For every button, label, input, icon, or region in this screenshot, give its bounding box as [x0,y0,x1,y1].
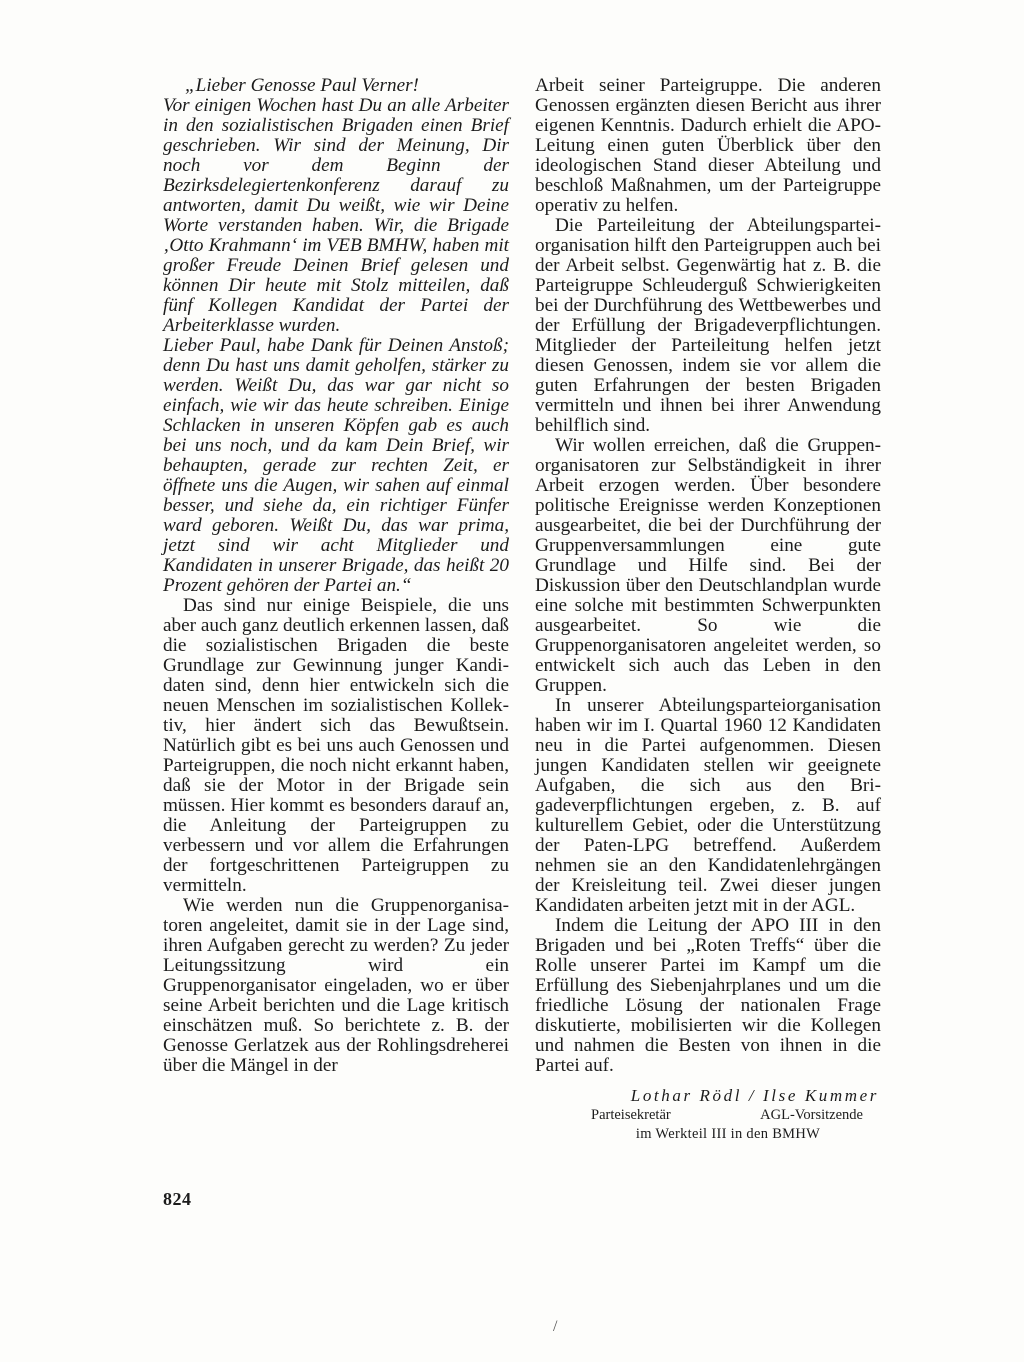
body-paragraph: Wie werden nun die Gruppenorganisatoren angeleitet, damit sie in der Lage sind, ihren Aufgaben gerecht zu werden? Zu jeder Leitungssitzung wird ein Gruppenorganisator eingeladen, wo er über seine Arbeit berichten und die Lage kritisch einschätzen muß. So berichtete z. B. der Genosse Gerlatzek aus der Rohlingsdreherei über die Mängel in der [163,895,509,1076]
signature-role: AGL-Vorsitzende [760,1107,863,1123]
body-paragraph: Das sind nur einige Beispiele, die uns aber auch ganz deutlich erkennen lassen, daß die sozialistischen Brigaden die beste Grundlage zur Gewinnung junger Kandidaten sind, denn hier entwickeln sich die neuen Menschen im sozialistischen Kollektiv, hier ändert sich das Bewußtsein. Natürlich gibt es bei uns auch Genossen und Parteigruppen, die noch nicht erkannt haben, daß sie der Motor in der Brigade sein müssen. Hier kommt es besonders darauf an, die Anleitung der Parteigruppen zu verbessern und vor allem die Erfahrungen der fortgeschrittenen Parteigruppen zu vermitteln. [163,595,509,896]
right-column [535,76,881,1144]
signature-location: im Werkteil III in den BMHW [635,1126,821,1142]
signature-role: Parteisekretär [591,1107,671,1123]
letter-paragraph: Vor einigen Wochen hast Du an alle Arbeiter in den sozialistischen Brigaden einen Brief geschrieben. Wir sind der Meinung, Dir noch vor dem Beginn der Bezirksdelegiertenkonferenz darauf zu antworten, damit Du weißt, wie wir Deine Worte verstanden haben. Wir, die Brigade ‚Otto Krahmann‘ im VEB BMHW, haben mit großer Freude Deinen Brief gelesen und können Dir heute mit Stolz mitteilen, daß fünf Kollegen Kandidat der Partei der Arbeiterklasse wurden. [163,95,509,336]
letter-greeting: „Lieber Genosse Paul Verner! [185,75,419,96]
signature-roles [535,1106,881,1125]
page-number: 824 [163,1189,192,1209]
signature-names: Lothar Rödl / Ilse Kummer [630,1086,879,1105]
scan-mark: / [553,1318,558,1335]
letter-paragraph: Lieber Paul, habe Dank für Deinen Anstoß; denn Du hast uns damit geholfen, stärker zu werden. Weißt Du, das war gar nicht so einfach, wie wir das heute schreiben. Einige Schlacken in unseren Köpfen gab es auch bei uns noch, und da kam Dein Brief, wir behaupten, gerade zur rechten Zeit, er öffnete uns die Augen, wir sahen auf einmal besser, und siehe da, ein richtiger Fünfer ward geboren. Weißt Du, das war prima, jetzt sind wir acht Mitglieder und Kandidaten in unserer Brigade, das heißt 20 Prozent gehören der Partei an.“ [163,335,509,596]
body-paragraph: Wir wollen erreichen, daß die Gruppenorganisatoren zur Selbständigkeit in ihrer Arbeit erzogen werden. Über besondere politische Ereignisse werden Konzeptionen ausgearbeitet, die bei der Durchführung der Gruppenversammlungen eine gute Grundlage und Hilfe sind. Bei der Diskussion über den Deutschlandplan wurde eine solche mit bestimmten Schwerpunkten ausgearbeitet. So wie die Gruppenorganisatoren angeleitet werden, so entwickelt sich auch das Leben in den Gruppen. [535,435,881,696]
body-paragraph: In unserer Abteilungsparteiorganisation haben wir im I. Quartal 1960 12 Kandidaten neu in die Partei aufgenommen. Diesen jungen Kandidaten stellen wir geeignete Aufgaben, die sich aus den Brigadeverpflichtungen ergeben, z. B. auf kulturellem Gebiet, oder die Unterstützung der Paten-LPG betreffend. Außerdem nehmen sie an den Kandidatenlehrgängen der Kreisleitung teil. Zwei dieser jungen Kandidaten arbeiten jetzt mit in der AGL. [535,695,881,916]
body-paragraph: Die Parteileitung der Abteilungsparteiorganisation hilft den Parteigruppen auch bei der Arbeit selbst. Gegenwärtig hat z. B. die Parteigruppe Schleuderguß Schwierigkeiten bei der Durchführung des Wettbewerbes und der Erfüllung der Brigadeverpflichtungen. Mitglieder der Parteileitung helfen jetzt diesen Genossen, indem sie vor allem die guten Erfahrungen der besten Brigaden vermitteln und ihnen bei ihrer Anwendung behilflich sind. [535,215,881,436]
signature-block [535,1086,881,1144]
body-paragraph: Indem die Leitung der APO III in den Brigaden und bei „Roten Treffs“ über die Rolle unserer Partei im Kampf um die Erfüllung des Siebenjahrplanes und um die friedliche Lösung der nationalen Frage diskutierte, mobilisierten wir die Kollegen und nahmen die Besten von ihnen in die Partei auf. [535,915,881,1076]
left-column [163,76,509,1076]
body-paragraph: Arbeit seiner Parteigruppe. Die anderen Genossen ergänzten diesen Bericht aus ihrer eigenen Kenntnis. Dadurch erhielt die APO-Leitung einen guten Überblick über den ideologischen Stand dieser Abteilung und beschloß Maßnahmen, um der Parteigruppe operativ zu helfen. [535,75,881,216]
